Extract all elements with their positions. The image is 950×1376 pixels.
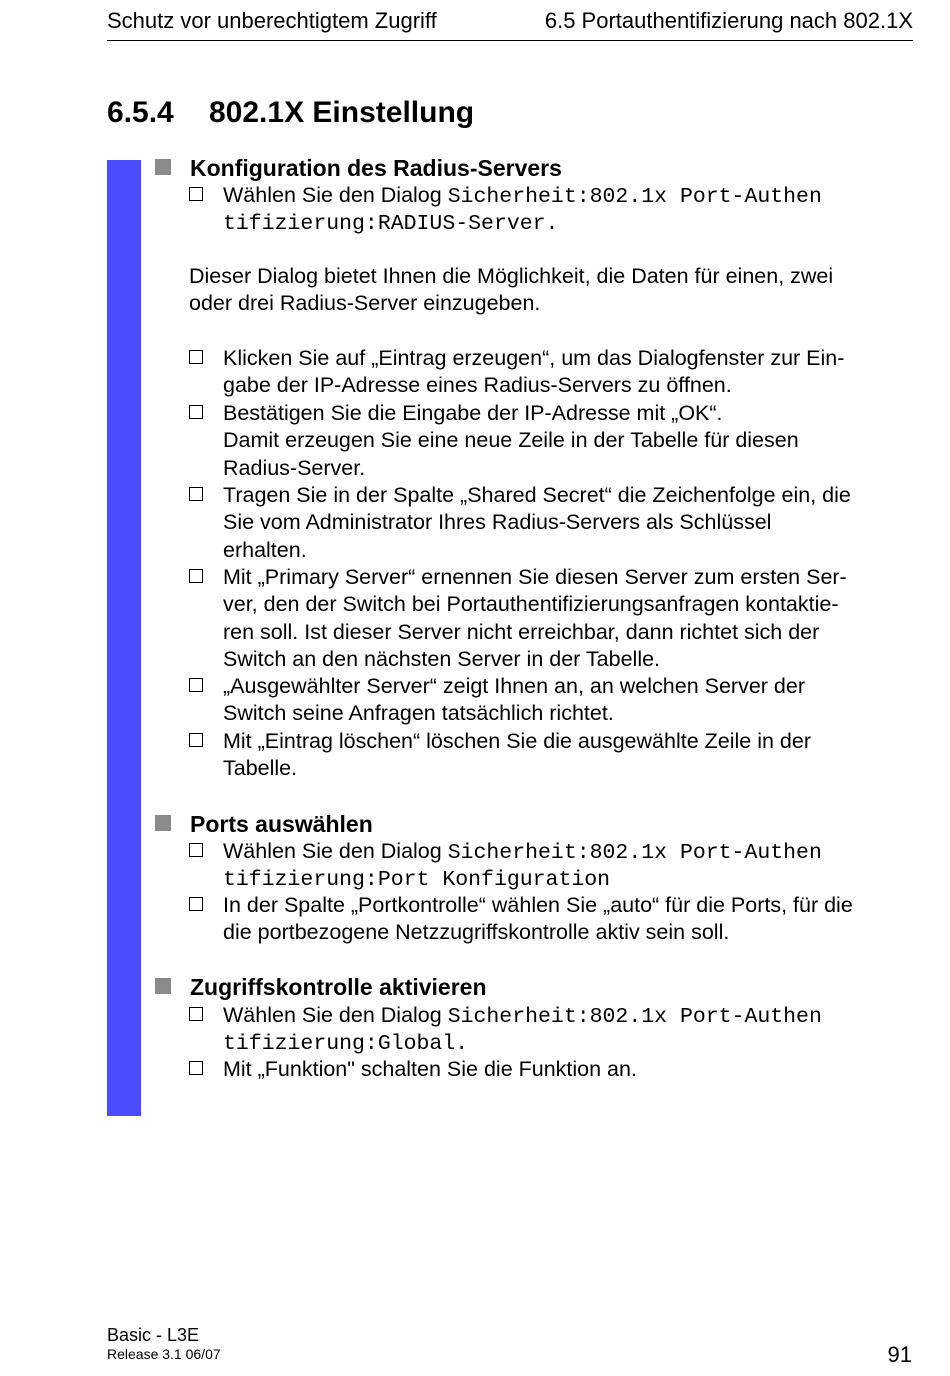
square-bullet-icon bbox=[155, 815, 171, 831]
footer bbox=[107, 1325, 221, 1363]
list-item bbox=[189, 400, 914, 482]
text-line: Damit erzeugen Sie eine neue Zeile in der Tabelle für diesen bbox=[223, 428, 799, 453]
item-text: Wählen Sie den Dialog bbox=[223, 1003, 448, 1027]
text-line: Dieser Dialog bietet Ihnen die Möglichkeit, die Daten für einen, zwei bbox=[189, 264, 834, 288]
text-line: „Ausgewählter Server“ zeigt Ihnen an, an welchen Server der bbox=[223, 674, 806, 698]
text-line: ver, den der Switch bei Portauthentifizierungsanfragen kontaktie- bbox=[223, 592, 839, 617]
list-item bbox=[189, 892, 914, 947]
text-line: Klicken Sie auf „Eintrag erzeugen“, um das Dialogfenster zur Ein- bbox=[223, 346, 845, 370]
list-item bbox=[189, 345, 914, 400]
text-line: ren soll. Ist dieser Server nicht erreichbar, dann richtet sich der bbox=[223, 619, 820, 644]
text-line: Bestätigen Sie die Eingabe der IP-Adresse mit „OK“. bbox=[223, 401, 723, 425]
dialog-path: Sicherheit:802.1x Port-Authen bbox=[447, 1005, 822, 1029]
text-line: oder drei Radius-Server einzugeben. bbox=[189, 291, 541, 316]
checkbox-bullet-icon bbox=[189, 733, 203, 747]
checkbox-bullet-icon bbox=[189, 569, 203, 583]
page-number: 91 bbox=[887, 1342, 912, 1367]
checkbox-bullet-icon bbox=[189, 1007, 203, 1021]
checkbox-bullet-icon bbox=[189, 187, 203, 201]
section-title-text: 802.1X Einstellung bbox=[209, 96, 475, 129]
checkbox-bullet-icon bbox=[189, 843, 203, 857]
list-item bbox=[189, 182, 914, 239]
list-item bbox=[189, 482, 914, 564]
dialog-path: tifizierung:Global. bbox=[223, 1032, 469, 1057]
list-item bbox=[189, 1002, 914, 1059]
text-line: Mit „Funktion" schalten Sie die Funktion an. bbox=[223, 1057, 637, 1081]
square-bullet-icon bbox=[155, 978, 171, 994]
text-line: In der Spalte „Portkontrolle“ wählen Sie „auto“ für die Ports, für die bbox=[223, 893, 853, 917]
subheading-text: Ports auswählen bbox=[190, 811, 373, 837]
text-line: Tragen Sie in der Spalte „Shared Secret“ die Zeichenfolge ein, die bbox=[223, 483, 851, 507]
dialog-path: Sicherheit:802.1x Port-Authen bbox=[447, 185, 822, 209]
header-section-title: 6.5 Portauthentifizierung nach 802.1X bbox=[544, 8, 913, 33]
text-line: gabe der IP-Adresse eines Radius-Servers zu öffnen. bbox=[223, 373, 732, 398]
square-bullet-icon bbox=[155, 159, 171, 175]
footer-release: Release 3.1 06/07 bbox=[107, 1346, 221, 1362]
text-line: Switch seine Anfragen tatsächlich richtet. bbox=[223, 701, 614, 726]
text-line: Mit „Eintrag löschen“ löschen Sie die ausgewählte Zeile in der bbox=[223, 729, 811, 753]
list-item bbox=[189, 838, 914, 895]
dialog-path: Sicherheit:802.1x Port-Authen bbox=[447, 841, 822, 865]
checkbox-bullet-icon bbox=[189, 405, 203, 419]
paragraph bbox=[189, 263, 914, 318]
checkbox-bullet-icon bbox=[189, 350, 203, 364]
list-item bbox=[189, 728, 914, 783]
list-item bbox=[189, 1056, 914, 1083]
header-chapter-title: Schutz vor unberechtigtem Zugriff bbox=[107, 8, 437, 33]
list-item bbox=[189, 564, 914, 673]
checkbox-bullet-icon bbox=[189, 897, 203, 911]
item-text: Wählen Sie den Dialog bbox=[223, 183, 448, 207]
list-item bbox=[189, 673, 914, 728]
checkbox-bullet-icon bbox=[189, 678, 203, 692]
text-line: erhalten. bbox=[223, 537, 307, 562]
dialog-path: tifizierung:RADIUS-Server. bbox=[223, 212, 559, 237]
section-heading bbox=[107, 96, 474, 130]
text-line: die portbezogene Netzzugriffskontrolle aktiv sein soll. bbox=[223, 920, 730, 945]
margin-bar bbox=[107, 160, 141, 1116]
subheading-text: Zugriffskontrolle aktivieren bbox=[190, 974, 487, 1000]
section-number: 6.5.4 bbox=[107, 96, 174, 129]
subheading-text: Konfiguration des Radius-Servers bbox=[190, 155, 562, 181]
running-header bbox=[107, 6, 913, 41]
text-line: Radius-Server. bbox=[223, 455, 366, 480]
text-line: Switch an den nächsten Server in der Tabelle. bbox=[223, 646, 661, 671]
checkbox-bullet-icon bbox=[189, 487, 203, 501]
footer-product: Basic - L3E bbox=[107, 1325, 200, 1345]
text-line: Tabelle. bbox=[223, 756, 298, 781]
checkbox-bullet-icon bbox=[189, 1061, 203, 1075]
item-text: Wählen Sie den Dialog bbox=[223, 839, 448, 863]
dialog-path: tifizierung:Port Konfiguration bbox=[223, 868, 611, 893]
text-line: Sie vom Administrator Ihres Radius-Servers als Schlüssel bbox=[223, 510, 772, 535]
text-line: Mit „Primary Server“ ernennen Sie diesen Server zum ersten Ser- bbox=[223, 565, 847, 589]
